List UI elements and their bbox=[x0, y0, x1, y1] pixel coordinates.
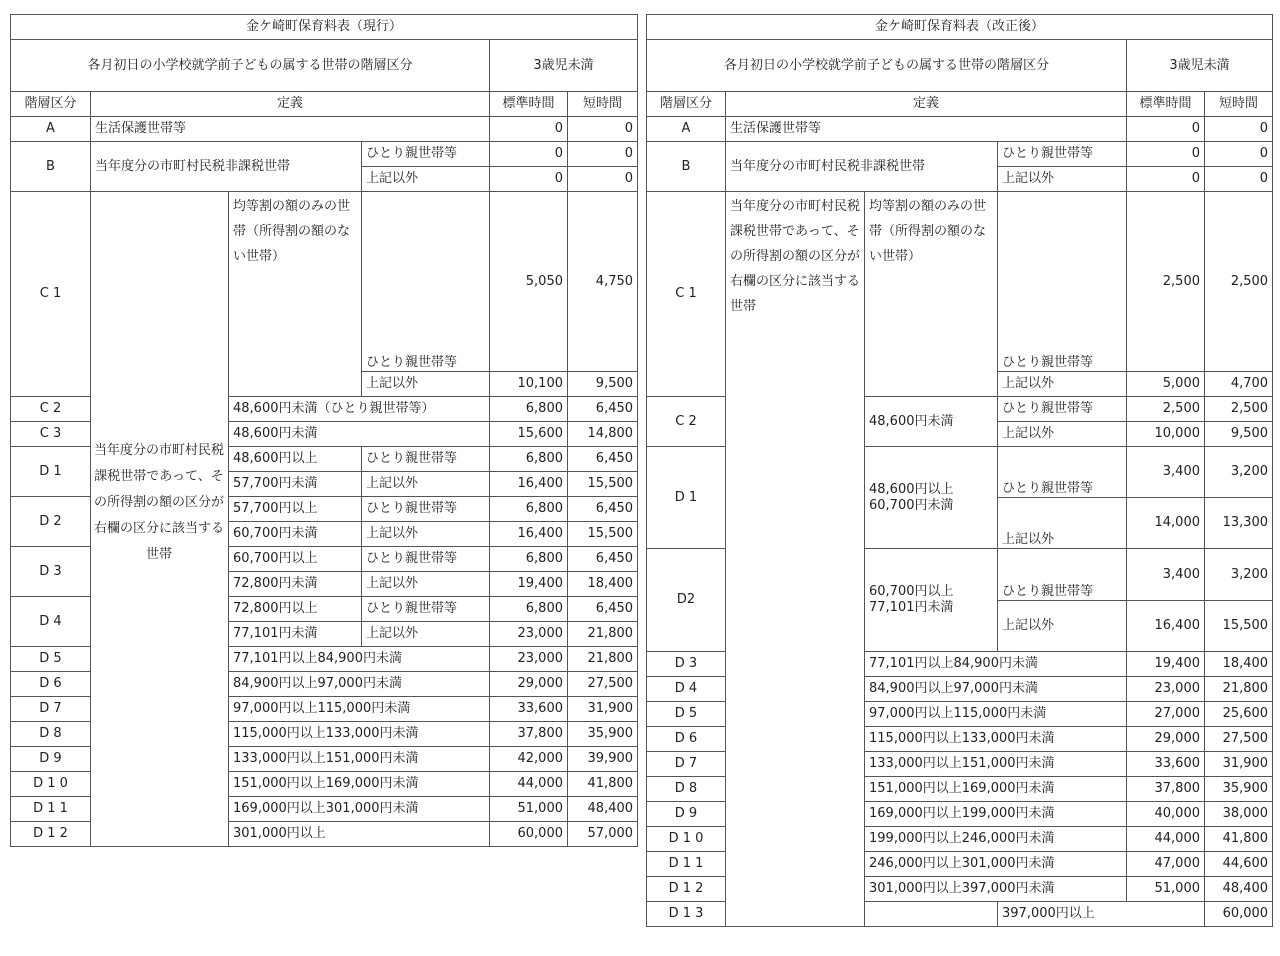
short-cell: 44,600 bbox=[1205, 852, 1273, 877]
class-cell: D 7 bbox=[647, 752, 726, 777]
class-cell: C 3 bbox=[11, 422, 91, 447]
col-short-header: 短時間 bbox=[1205, 92, 1273, 117]
def-cell: 397,000円以上 bbox=[998, 902, 1205, 927]
class-cell: D 1 0 bbox=[11, 772, 91, 797]
short-cell: 31,900 bbox=[1205, 752, 1273, 777]
std-cell: 29,000 bbox=[1127, 727, 1205, 752]
short-cell: 38,000 bbox=[1205, 802, 1273, 827]
class-cell: D 8 bbox=[11, 722, 91, 747]
std-cell: 51,000 bbox=[1127, 877, 1205, 902]
class-cell: D 1 3 bbox=[647, 902, 726, 927]
short-cell: 35,900 bbox=[1205, 777, 1273, 802]
std-cell: 23,000 bbox=[1127, 677, 1205, 702]
class-cell: D 1 1 bbox=[11, 797, 91, 822]
def-cell: 115,000円以上133,000円未満 bbox=[865, 727, 1127, 752]
group-c-end-cell bbox=[91, 822, 229, 847]
std-cell: 0 bbox=[1127, 142, 1205, 167]
std-cell: 14,000 bbox=[1127, 498, 1205, 549]
class-cell: D 9 bbox=[647, 802, 726, 827]
std-cell: 33,600 bbox=[1127, 752, 1205, 777]
range-hi: 77,101円未満 bbox=[869, 600, 954, 615]
short-cell: 13,300 bbox=[1205, 498, 1273, 549]
sub-cell: 上記以外 bbox=[362, 572, 490, 597]
sub-cell: 上記以外 bbox=[362, 372, 490, 397]
class-cell: D2 bbox=[647, 549, 726, 652]
std-cell: 0 bbox=[490, 167, 568, 192]
class-cell: A bbox=[647, 117, 726, 142]
class-cell: D 1 2 bbox=[11, 822, 91, 847]
short-cell: 0 bbox=[568, 142, 638, 167]
std-cell: 6,800 bbox=[490, 447, 568, 472]
col-def-header: 定義 bbox=[91, 92, 490, 117]
std-cell: 6,800 bbox=[490, 547, 568, 572]
def-cell: 48,600円未満 bbox=[229, 422, 490, 447]
sub-cell: 上記以外 bbox=[998, 372, 1127, 397]
def-cell: 133,000円以上151,000円未満 bbox=[865, 752, 1127, 777]
range-lo: 48,600円以上 bbox=[869, 481, 954, 497]
class-cell: D 4 bbox=[647, 677, 726, 702]
std-cell: 19,400 bbox=[1127, 652, 1205, 677]
std-cell: 51,000 bbox=[490, 797, 568, 822]
table-row bbox=[647, 117, 1273, 142]
header-age: 3歳児未満 bbox=[1127, 40, 1273, 92]
table-row bbox=[11, 822, 638, 847]
class-cell: D 2 bbox=[11, 497, 91, 547]
short-cell: 0 bbox=[568, 167, 638, 192]
range-lo-cell: 60,700円以上 bbox=[229, 547, 362, 572]
std-cell: 47,000 bbox=[1127, 852, 1205, 877]
short-cell: 4,750 bbox=[568, 192, 638, 372]
header-age: 3歳児未満 bbox=[490, 40, 638, 92]
sub-cell: ひとり親世帯等 bbox=[998, 549, 1127, 601]
std-cell: 10,100 bbox=[490, 372, 568, 397]
group-c-end-cell bbox=[865, 902, 998, 927]
def-cell: 均等割の額のみの世帯（所得割の額のない世帯） bbox=[229, 192, 362, 397]
sub-cell: 上記以外 bbox=[998, 601, 1127, 652]
group-c-cell: 当年度分の市町村民税課税世帯であって、その所得割の額の区分が右欄の区分に該当する世帯 bbox=[726, 192, 865, 927]
def-cell: 77,101円以上84,900円未満 bbox=[229, 647, 490, 672]
class-cell: C 2 bbox=[647, 397, 726, 447]
std-cell: 16,400 bbox=[490, 522, 568, 547]
std-cell: 2,500 bbox=[1127, 397, 1205, 422]
sub-cell: ひとり親世帯等 bbox=[362, 597, 490, 622]
std-cell: 33,600 bbox=[490, 697, 568, 722]
sub-cell: 上記以外 bbox=[362, 522, 490, 547]
short-cell: 4,700 bbox=[1205, 372, 1273, 397]
def-cell: 当年度分の市町村民税非課税世帯 bbox=[91, 142, 362, 192]
def-cell: 199,000円以上246,000円未満 bbox=[865, 827, 1127, 852]
def-cell: 77,101円以上84,900円未満 bbox=[865, 652, 1127, 677]
std-cell: 23,000 bbox=[490, 622, 568, 647]
def-cell: 301,000円以上397,000円未満 bbox=[865, 877, 1127, 902]
short-cell: 41,800 bbox=[1205, 827, 1273, 852]
sub-cell: 上記以外 bbox=[362, 622, 490, 647]
col-std-header: 標準時間 bbox=[1127, 92, 1205, 117]
short-cell: 6,450 bbox=[568, 447, 638, 472]
sub-cell: ひとり親世帯等 bbox=[362, 497, 490, 522]
def-cell: 84,900円以上97,000円未満 bbox=[865, 677, 1127, 702]
def-cell: 151,000円以上169,000円未満 bbox=[229, 772, 490, 797]
col-class-header: 階層区分 bbox=[647, 92, 726, 117]
class-cell: A bbox=[11, 117, 91, 142]
short-cell: 3,200 bbox=[1205, 447, 1273, 498]
std-cell: 6,800 bbox=[490, 597, 568, 622]
short-cell: 14,800 bbox=[568, 422, 638, 447]
std-cell: 15,600 bbox=[490, 422, 568, 447]
short-cell: 9,500 bbox=[1205, 422, 1273, 447]
header-row bbox=[647, 40, 1273, 92]
column-header-row bbox=[11, 92, 638, 117]
def-cell: 均等割の額のみの世帯（所得割の額のない世帯） bbox=[865, 192, 998, 397]
short-cell: 3,200 bbox=[1205, 549, 1273, 601]
std-cell: 19,400 bbox=[490, 572, 568, 597]
short-cell: 15,500 bbox=[568, 472, 638, 497]
class-cell: D 1 1 bbox=[647, 852, 726, 877]
std-cell: 6,800 bbox=[490, 397, 568, 422]
short-cell: 0 bbox=[568, 117, 638, 142]
std-cell: 37,800 bbox=[1127, 777, 1205, 802]
std-cell: 42,000 bbox=[490, 747, 568, 772]
class-cell: D 3 bbox=[647, 652, 726, 677]
class-cell: D 1 0 bbox=[647, 827, 726, 852]
fee-table-current bbox=[10, 14, 638, 847]
class-cell: D 7 bbox=[11, 697, 91, 722]
sub-cell: ひとり親世帯等 bbox=[998, 397, 1127, 422]
class-cell: D 1 bbox=[647, 447, 726, 549]
table-row bbox=[11, 142, 638, 167]
class-cell: D 6 bbox=[11, 672, 91, 697]
std-cell: 16,400 bbox=[490, 472, 568, 497]
short-cell: 41,800 bbox=[568, 772, 638, 797]
short-cell: 27,500 bbox=[1205, 727, 1273, 752]
class-cell: D 8 bbox=[647, 777, 726, 802]
std-cell: 0 bbox=[490, 142, 568, 167]
class-cell: C 1 bbox=[647, 192, 726, 397]
short-cell: 27,500 bbox=[568, 672, 638, 697]
range-hi-cell: 57,700円未満 bbox=[229, 472, 362, 497]
range-hi-cell: 60,700円未満 bbox=[229, 522, 362, 547]
short-cell: 48,400 bbox=[568, 797, 638, 822]
column-header-row bbox=[647, 92, 1273, 117]
range-lo-cell: 57,700円以上 bbox=[229, 497, 362, 522]
def-cell: 48,600円未満（ひとり親世帯等） bbox=[229, 397, 490, 422]
range-hi: 60,700円未満 bbox=[869, 497, 954, 513]
col-std-header: 標準時間 bbox=[490, 92, 568, 117]
def-cell: 115,000円以上133,000円未満 bbox=[229, 722, 490, 747]
sub-cell: ひとり親世帯等 bbox=[362, 447, 490, 472]
std-cell: 44,000 bbox=[1127, 827, 1205, 852]
short-cell: 18,400 bbox=[568, 572, 638, 597]
class-cell: D 9 bbox=[11, 747, 91, 772]
def-cell: 当年度分の市町村民税非課税世帯 bbox=[726, 142, 998, 192]
short-cell: 21,800 bbox=[568, 622, 638, 647]
class-cell: D 6 bbox=[647, 727, 726, 752]
class-cell: D 3 bbox=[11, 547, 91, 597]
sub-cell: ひとり親世帯等 bbox=[362, 547, 490, 572]
short-cell: 39,900 bbox=[568, 747, 638, 772]
def-cell: 生活保護世帯等 bbox=[726, 117, 1127, 142]
sub-cell: 上記以外 bbox=[998, 422, 1127, 447]
sub-cell: 上記以外 bbox=[362, 167, 490, 192]
sub-cell: ひとり親世帯等 bbox=[998, 192, 1127, 372]
std-cell: 2,500 bbox=[1127, 192, 1205, 372]
short-cell: 15,500 bbox=[568, 522, 638, 547]
std-cell: 5,000 bbox=[1127, 372, 1205, 397]
header-region: 各月初日の小学校就学前子どもの属する世帯の階層区分 bbox=[11, 40, 490, 92]
class-cell: C 2 bbox=[11, 397, 91, 422]
range-hi-cell: 77,101円未満 bbox=[229, 622, 362, 647]
class-cell: D 4 bbox=[11, 597, 91, 647]
sub-cell: 上記以外 bbox=[998, 498, 1127, 549]
std-cell: 29,000 bbox=[490, 672, 568, 697]
short-cell: 18,400 bbox=[1205, 652, 1273, 677]
std-cell: 23,000 bbox=[490, 647, 568, 672]
sub-cell: ひとり親世帯等 bbox=[998, 447, 1127, 498]
short-cell: 21,800 bbox=[568, 647, 638, 672]
col-short-header: 短時間 bbox=[568, 92, 638, 117]
range-hi-cell: 72,800円未満 bbox=[229, 572, 362, 597]
table-row bbox=[647, 142, 1273, 167]
fee-table-revised bbox=[646, 14, 1273, 927]
def-cell: 246,000円以上301,000円未満 bbox=[865, 852, 1127, 877]
table-title-row bbox=[11, 15, 638, 40]
short-cell: 6,450 bbox=[568, 547, 638, 572]
std-cell: 10,000 bbox=[1127, 422, 1205, 447]
header-row bbox=[11, 40, 638, 92]
def-cell: 生活保護世帯等 bbox=[91, 117, 490, 142]
class-cell: D 5 bbox=[11, 647, 91, 672]
std-cell: 40,000 bbox=[1127, 802, 1205, 827]
sub-cell: 上記以外 bbox=[998, 167, 1127, 192]
short-cell: 6,450 bbox=[568, 497, 638, 522]
sub-cell: ひとり親世帯等 bbox=[362, 142, 490, 167]
sub-cell: ひとり親世帯等 bbox=[362, 192, 490, 372]
std-cell: 16,400 bbox=[1127, 601, 1205, 652]
def-cell: 151,000円以上169,000円未満 bbox=[865, 777, 1127, 802]
def-cell: 97,000円以上115,000円未満 bbox=[229, 697, 490, 722]
std-cell: 37,800 bbox=[490, 722, 568, 747]
col-class-header: 階層区分 bbox=[11, 92, 91, 117]
short-cell: 35,900 bbox=[568, 722, 638, 747]
short-cell: 9,500 bbox=[568, 372, 638, 397]
std-cell: 60,000 bbox=[490, 822, 568, 847]
sub-cell: ひとり親世帯等 bbox=[998, 142, 1127, 167]
def-cell: 133,000円以上151,000円未満 bbox=[229, 747, 490, 772]
header-region: 各月初日の小学校就学前子どもの属する世帯の階層区分 bbox=[647, 40, 1127, 92]
class-cell: B bbox=[647, 142, 726, 192]
short-cell: 48,400 bbox=[1205, 877, 1273, 902]
short-cell: 0 bbox=[1205, 167, 1273, 192]
std-cell: 0 bbox=[490, 117, 568, 142]
std-cell: 0 bbox=[1127, 167, 1205, 192]
short-cell: 21,800 bbox=[1205, 677, 1273, 702]
short-cell: 6,450 bbox=[568, 597, 638, 622]
class-cell: D 1 bbox=[11, 447, 91, 497]
range-lo: 60,700円以上 bbox=[869, 584, 954, 599]
short-cell: 31,900 bbox=[568, 697, 638, 722]
def-cell: 301,000円以上 bbox=[229, 822, 490, 847]
short-cell: 15,500 bbox=[1205, 601, 1273, 652]
short-cell: 57,000 bbox=[568, 822, 638, 847]
range-cell bbox=[865, 447, 998, 549]
std-cell: 0 bbox=[1127, 117, 1205, 142]
class-cell: D 5 bbox=[647, 702, 726, 727]
def-cell: 97,000円以上115,000円未満 bbox=[865, 702, 1127, 727]
class-cell: B bbox=[11, 142, 91, 192]
class-cell: D 1 2 bbox=[647, 877, 726, 902]
range-lo-cell: 48,600円以上 bbox=[229, 447, 362, 472]
short-cell: 2,500 bbox=[1205, 192, 1273, 372]
std-cell: 60,000 bbox=[1205, 902, 1273, 927]
def-cell: 169,000円以上301,000円未満 bbox=[229, 797, 490, 822]
short-cell: 25,600 bbox=[1205, 702, 1273, 727]
std-cell: 44,000 bbox=[490, 772, 568, 797]
table-title-row bbox=[647, 15, 1273, 40]
short-cell: 6,450 bbox=[568, 397, 638, 422]
class-cell: C 1 bbox=[11, 192, 91, 397]
def-cell: 48,600円未満 bbox=[865, 397, 998, 447]
group-c-label-left: 当年度分の市町村民税課税世帯であって、その所得割の額の区分が右欄の区分に該当する世帯 bbox=[93, 443, 224, 562]
def-cell: 84,900円以上97,000円未満 bbox=[229, 672, 490, 697]
short-cell: 0 bbox=[1205, 142, 1273, 167]
std-cell: 3,400 bbox=[1127, 549, 1205, 601]
table-title: 金ケ崎町保育料表（改正後） bbox=[647, 15, 1273, 40]
table-title: 金ケ崎町保育料表（現行） bbox=[11, 15, 638, 40]
std-cell: 3,400 bbox=[1127, 447, 1205, 498]
range-lo-cell: 72,800円以上 bbox=[229, 597, 362, 622]
table-row bbox=[647, 192, 1273, 372]
table-row bbox=[11, 117, 638, 142]
short-cell: 0 bbox=[1205, 117, 1273, 142]
std-cell: 27,000 bbox=[1127, 702, 1205, 727]
range-cell bbox=[865, 549, 998, 652]
col-def-header: 定義 bbox=[726, 92, 1127, 117]
std-cell: 5,050 bbox=[490, 192, 568, 372]
std-cell: 6,800 bbox=[490, 497, 568, 522]
sub-cell: 上記以外 bbox=[362, 472, 490, 497]
table-row bbox=[11, 192, 638, 372]
def-cell: 169,000円以上199,000円未満 bbox=[865, 802, 1127, 827]
short-cell: 2,500 bbox=[1205, 397, 1273, 422]
